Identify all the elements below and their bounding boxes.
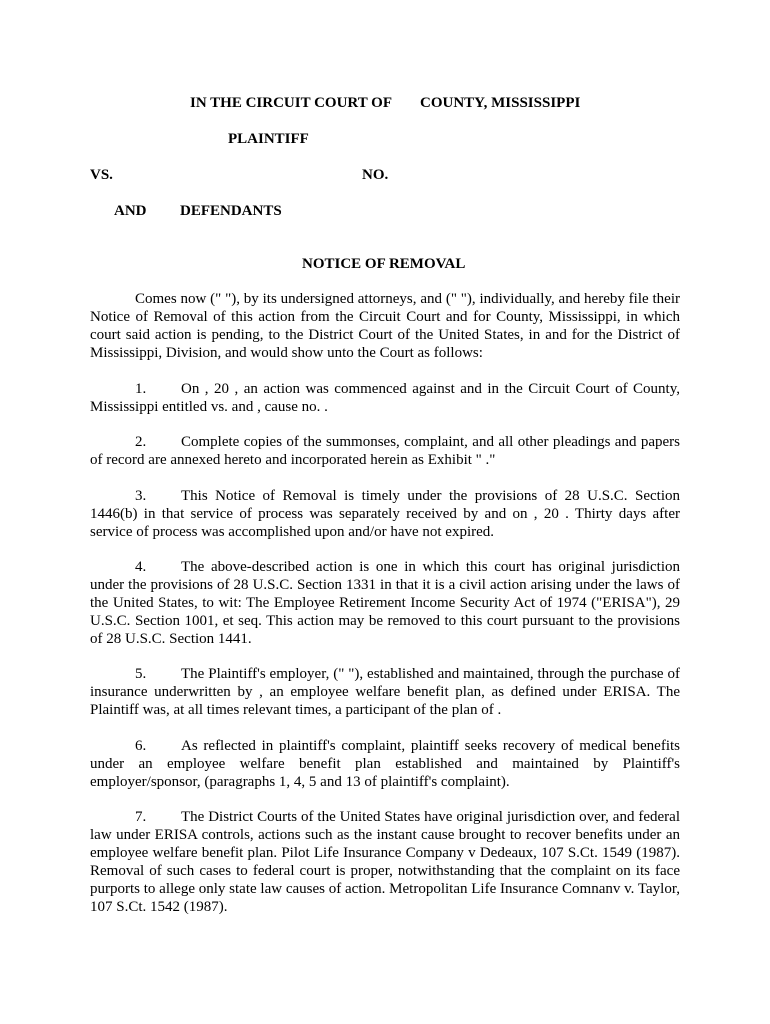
numbered-paragraph-3 (90, 487, 680, 541)
paragraph-number: 6. (135, 738, 147, 754)
paragraph-number: 2. (135, 434, 147, 450)
plaintiff-label: PLAINTIFF (228, 131, 309, 147)
paragraph-number: 5. (135, 666, 147, 682)
paragraph-text: The above-described action is one in which this court has original jurisdiction under the provisions of 28 U.S.C. Section 1331 in that it is a civil action arising under the laws of the United States, to wit: The Employee Retirement Income Security Act of 1974 ("ERISA"), 29 U.S.C. Section 1001, et seq. This action may be removed to this court pursuant to the provisions of 28 U.S.C. Section 1441. (90, 559, 680, 647)
document-title: NOTICE OF REMOVAL (302, 256, 466, 272)
numbered-paragraph-5 (90, 665, 680, 719)
court-heading-left: IN THE CIRCUIT COURT OF (190, 95, 393, 111)
numbered-paragraph-2 (90, 433, 680, 469)
paragraph-number: 1. (135, 381, 147, 397)
intro-text: Comes now (" "), by its undersigned attorneys, and (" "), individually, and hereby file their Notice of Removal of this action from the Circuit Court and for County, Mississippi, in which court said action is pending, to the District Court of the United States, in and for the District of Mississippi, Division, and would show unto the Court as follows: (90, 291, 680, 361)
paragraph-text: On , 20 , an action was commenced against and in the Circuit Court of County, Mississippi entitled vs. and , cause no. . (90, 381, 680, 415)
paragraph-text: The Plaintiff's employer, (" "), established and maintained, through the purchase of insurance underwritten by , an employee welfare benefit plan, as defined under ERISA. The Plaintiff was, at all times relevant times, a participant of the plan of . (90, 666, 680, 718)
paragraph-text: Complete copies of the summonses, complaint, and all other pleadings and papers of record are annexed hereto and incorporated herein as Exhibit " ." (90, 434, 680, 468)
numbered-paragraph-1 (90, 380, 680, 416)
paragraph-text: As reflected in plaintiff's complaint, plaintiff seeks recovery of medical benefits under an employee welfare benefit plan established and maintained by Plaintiff's employer/sponsor, (paragraphs 1, 4, 5 and 13 of plaintiff's complaint). (90, 738, 680, 790)
paragraph-text: The District Courts of the United States have original jurisdiction over, and federal law under ERISA controls, actions such as the instant cause brought to recover benefits under an employee welfare benefit plan. Pilot Life Insurance Company v Dedeaux, 107 S.Ct. 1549 (1987). Removal of such cases to federal court is proper, notwithstanding that the complaint on its face purports to allege only state law causes of action. Metropolitan Life Insurance Comnanv v. Taylor, 107 S.Ct. 1542 (1987). (90, 809, 680, 915)
paragraph-number: 3. (135, 488, 147, 504)
case-number-label: NO. (362, 167, 389, 183)
court-heading-right: COUNTY, MISSISSIPPI (420, 95, 581, 111)
vs-label: VS. (90, 167, 113, 183)
and-label: AND (114, 203, 147, 219)
numbered-paragraph-4 (90, 558, 680, 648)
numbered-paragraph-7 (90, 808, 680, 916)
numbered-paragraph-6 (90, 737, 680, 791)
defendants-label: DEFENDANTS (180, 203, 282, 219)
paragraph-number: 7. (135, 809, 147, 825)
paragraph-text: This Notice of Removal is timely under the provisions of 28 U.S.C. Section 1446(b) in that service of process was separately received by and on , 20 . Thirty days after service of process was accomplished upon and/or have not expired. (90, 488, 680, 540)
intro-paragraph (90, 290, 680, 362)
paragraph-number: 4. (135, 559, 147, 575)
